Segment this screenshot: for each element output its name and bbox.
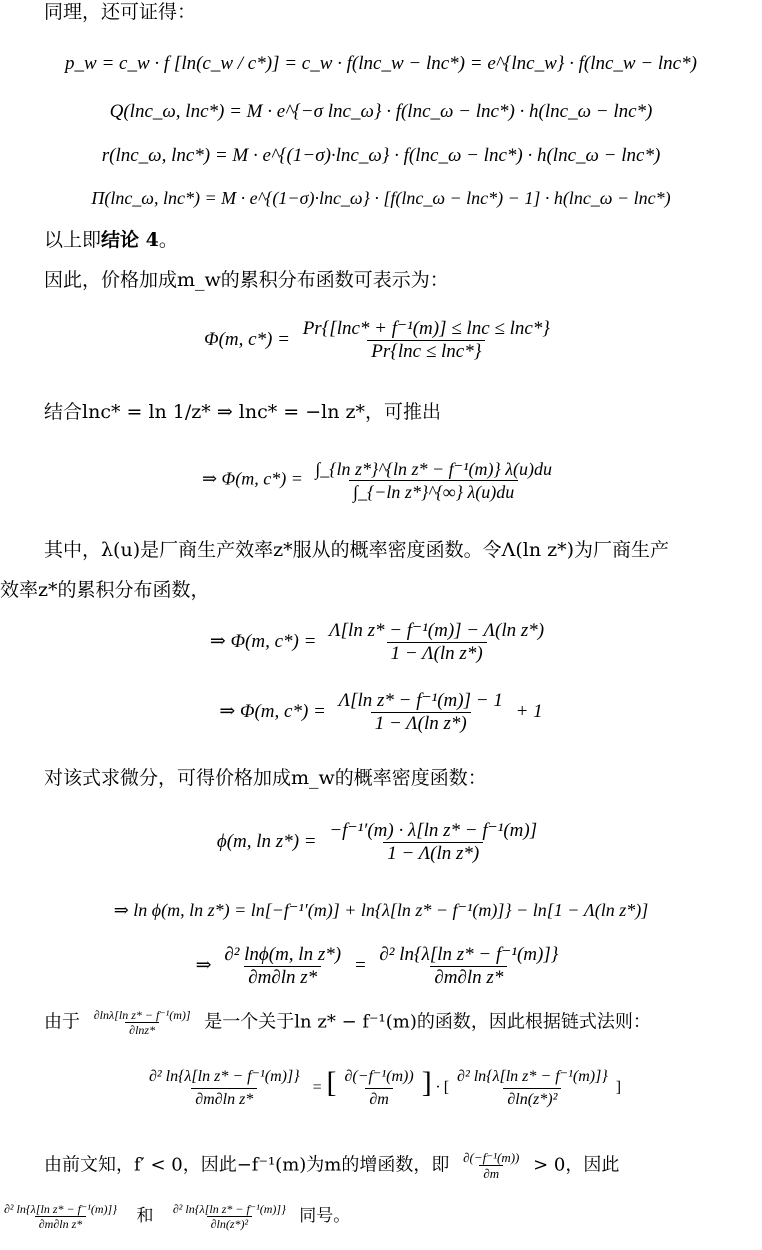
- conclusion-line: 以上即结论 4。: [44, 229, 178, 251]
- equation-Pi: Π(lnc_ω, lnc*) = M · e^{(1−σ)·lnc_ω} · [f(lnc_ω − lnc*) − 1] · h(lnc_ω − lnc*): [91, 188, 671, 208]
- since-line: 由于 $\frac{\text{∂lnλ[ln z* − f⁻¹(m)]}}{\partial\ln z*}$ 是一个关于ln z* − f⁻¹(m)的函数，因此根据链式法则：: [44, 1008, 651, 1037]
- chain-rhs-fraction: $\frac{\text{∂² ln\{λ[ln z* − f⁻¹(m)]\}}}{\text{∂ln(z*)²}}$: [453, 1066, 612, 1111]
- lambda-line-2: 效率z*的累积分布函数，: [0, 579, 210, 601]
- equation-pdf: ϕ(m, ln z*) = $\frac{\text{−f⁻¹′(m) · λ[ln z* − f⁻¹(m)]}}{\text{1 − Λ(ln z*)}}$: [0, 820, 762, 865]
- final-fraction: $\frac{\text{∂(−f⁻¹(m))}}{\partial m}$: [463, 1150, 520, 1181]
- equation-phi-1: Φ(m, c*) = $\frac{\text{Pr\{[lnc* + f⁻¹(m)] ≤ lnc ≤ lnc*\}}}{Pr\{\ln c \le \ln c*\}}$: [0, 318, 762, 363]
- equation-log: ⇒ ln ϕ(m, ln z*) = ln[−f⁻¹′(m)] + ln{λ[ln z* − f⁻¹(m)]} − ln[1 − Λ(ln z*)]: [113, 900, 649, 920]
- equation-pw: p_w = c_w · f [ln(c_w / c*)] = c_w · f(lnc_w − lnc*) = e^{lnc_w} · f(lnc_w − lnc*): [65, 53, 697, 74]
- equation-chain: $\frac{\text{∂² ln\{λ[ln z* − f⁻¹(m)]\}}}{\text{∂m∂ln z*}}$ = [ $\frac{\text{∂(−f⁻¹(m))}}{\partial m}$ ] · [ $\frac{\text{∂² ln\{λ[ln z* − f⁻¹(m)]\}}}{\text{∂ln(z*)²}}$ ]: [0, 1066, 762, 1111]
- equation-phi-4: ⇒ Φ(m, c*) = $\frac{\text{Λ[ln z* − f⁻¹(m)] − 1}}{\text{1 − Λ(ln z*)}}$ + 1: [219, 690, 543, 734]
- final-line: 由前文知，f′ < 0，因此−f⁻¹(m)为m的增函数，即 $\frac{\text{∂(−f⁻¹(m))}}{\partial m}$ > 0，因此: [44, 1150, 620, 1181]
- last-line: $\frac{\text{∂² ln\{λ[ln z* − f⁻¹(m)]\}}}{\text{∂m∂ln z*}}$ 和 $\frac{\text{∂² ln\{λ[ln z* − f⁻¹(m)]\}}}{\text{∂ln(z*)²}}$ 同号。: [0, 1202, 762, 1231]
- equation-phi-2: ⇒ Φ(m, c*) = $\frac{\text{∫\_\{ln z*\}\textasciicircum{}\{ln z* − f⁻¹(m)\} λ(u)du}}{\text{∫\_\{−ln z*\}\textasciicircum{}\{∞\} λ(u)du}}$: [0, 458, 762, 503]
- intro-line: 同理，还可证得：: [44, 1, 197, 23]
- phi2-fraction: $\frac{\text{∫\_\{ln z*\}\textasciicircum{}\{ln z* − f⁻¹(m)\} λ(u)du}}{\text{∫\_\{−ln z*\}\textasciicircum{}\{∞\} λ(u)du}}$: [315, 459, 553, 502]
- equation-phi-3: ⇒ Φ(m, c*) = $\frac{\text{Λ[ln z* − f⁻¹(m)] − Λ(ln z*)}}{\text{1 − Λ(ln z*)}}$: [0, 620, 762, 665]
- cdf-intro-line: 因此，价格加成m_w的累积分布函数可表示为：: [44, 269, 449, 291]
- phi3-fraction: $\frac{\text{Λ[ln z* − f⁻¹(m)] − Λ(ln z*)}}{\text{1 − Λ(ln z*)}}$: [329, 620, 545, 664]
- equation-r: r(lnc_ω, lnc*) = M · e^{(1−σ)·lnc_ω} · f(lnc_ω − lnc*) · h(lnc_ω − lnc*): [101, 145, 661, 166]
- pdf-fraction: $\frac{\text{−f⁻¹′(m) · λ[ln z* − f⁻¹(m)]}}{\text{1 − Λ(ln z*)}}$: [329, 820, 538, 864]
- phi1-fraction: $\frac{\text{Pr\{[lnc* + f⁻¹(m)] ≤ lnc ≤ lnc*\}}}{Pr\{\ln c \le \ln c*\}}$: [302, 318, 550, 362]
- lambda-line-1: 其中，λ(u)是厂商生产效率z*服从的概率密度函数。令Λ(ln z*)为厂商生产: [44, 539, 670, 561]
- equation-d2: ⇒ $\frac{\text{∂² lnϕ(m, ln z*)}}{\text{∂m∂ln z*}}$ = $\frac{\text{∂² ln\{λ[ln z* − f⁻¹(m)]\}}}{\text{∂m∂ln z*}}$: [0, 944, 762, 989]
- d2-rhs-fraction: $\frac{\text{∂² ln\{λ[ln z* − f⁻¹(m)]\}}}{\text{∂m∂ln z*}}$: [379, 944, 559, 988]
- conclusion-label: 结论 4: [101, 229, 159, 251]
- chain-mid-fraction: $\frac{\text{∂(−f⁻¹(m))}}{\partial m}$: [340, 1066, 417, 1111]
- equation-Q: Q(lnc_ω, lnc*) = M · e^{−σ lnc_ω} · f(lnc_ω − lnc*) · h(lnc_ω − lnc*): [109, 101, 653, 122]
- d2-lhs-fraction: $\frac{\text{∂² lnϕ(m, ln z*)}}{\text{∂m∂ln z*}}$: [224, 944, 342, 988]
- diff-line: 对该式求微分，可得价格加成m_w的概率密度函数：: [44, 767, 487, 789]
- chain-lhs-fraction: $\frac{\text{∂² ln\{λ[ln z* − f⁻¹(m)]\}}}{\text{∂m∂ln z*}}$: [145, 1066, 304, 1111]
- last-fraction-b: $\frac{\text{∂² ln\{λ[ln z* − f⁻¹(m)]\}}}{\text{∂ln(z*)²}}$: [172, 1202, 286, 1231]
- combine-line: 结合lnc* = ln 1/z* ⇒ lnc* = −ln z*，可推出: [44, 401, 442, 423]
- since-fraction: $\frac{\text{∂lnλ[ln z* − f⁻¹(m)]}}{\partial\ln z*}$: [93, 1008, 191, 1037]
- phi4-fraction: $\frac{\text{Λ[ln z* − f⁻¹(m)] − 1}}{\text{1 − Λ(ln z*)}}$: [338, 690, 503, 734]
- last-fraction-a: $\frac{\text{∂² ln\{λ[ln z* − f⁻¹(m)]\}}}{\text{∂m∂ln z*}}$: [4, 1202, 118, 1231]
